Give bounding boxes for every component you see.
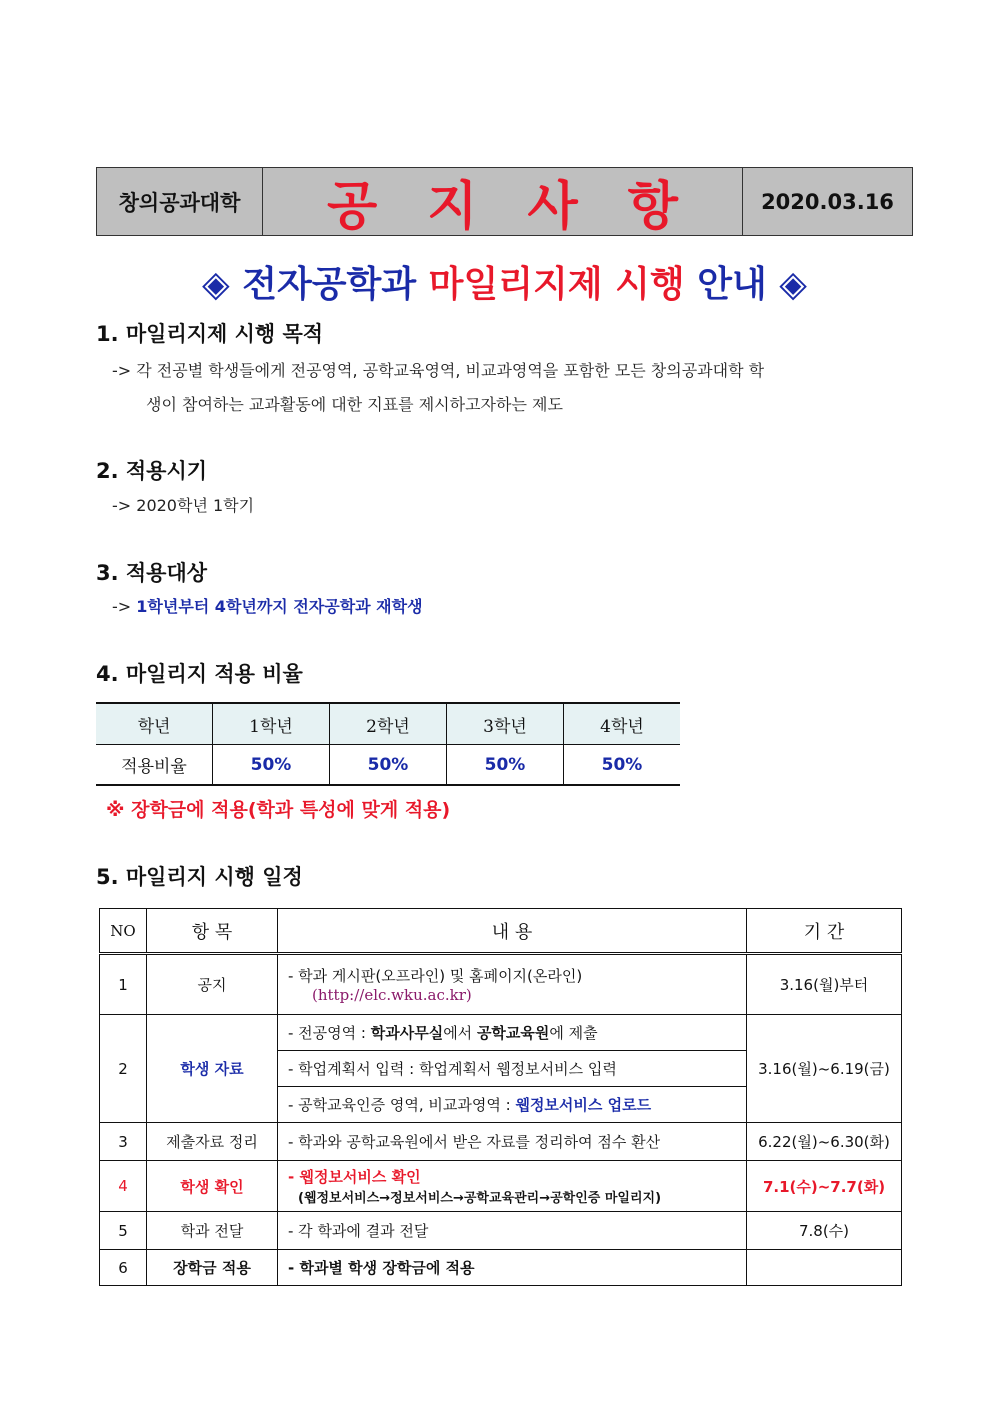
row-period: 6.22(월)~6.30(화) [747, 1123, 902, 1161]
table-row [96, 703, 680, 745]
table-row [100, 909, 902, 954]
section-3-heading: 3. 적용대상 [96, 561, 208, 585]
desc-line: - 웹정보서비스 확인 [288, 1168, 421, 1186]
col-header-no: NO [100, 909, 147, 954]
row-desc: - 각 학과에 결과 전달 [278, 1212, 747, 1250]
ratio-value: 50% [330, 745, 447, 786]
section-2-body: -> 2020학년 1학기 [112, 496, 255, 515]
table-row [100, 954, 902, 1015]
ratio-value: 50% [447, 745, 564, 786]
notice-date: 2020.03.16 [761, 189, 894, 214]
col-header-content: 내 용 [278, 909, 747, 954]
row-desc [278, 1015, 747, 1051]
diamond-icon: ◈ [202, 264, 230, 305]
main-title [96, 256, 913, 307]
title-guide: 안내 [697, 264, 767, 305]
row-desc: - 학과와 공학교육원에서 받은 자료를 정리하여 점수 환산 [278, 1123, 747, 1161]
table-row [100, 1123, 902, 1161]
arrow-text: -> [112, 597, 132, 616]
desc-text: - 전공영역 : [288, 1024, 371, 1042]
title-department: 전자공학과 [242, 264, 417, 305]
notice-title: 공지사항 [263, 168, 743, 235]
ratio-row-label: 적용비율 [96, 745, 213, 786]
row-period: 3.16(월)~6.19(금) [747, 1015, 902, 1123]
col-header-item: 항 목 [147, 909, 278, 954]
col-header-period: 기 간 [747, 909, 902, 954]
target-students: 1학년부터 4학년까지 전자공학과 재학생 [136, 597, 423, 616]
desc-text: 공학교육원 [476, 1024, 550, 1042]
row-item: 학생 확인 [147, 1161, 278, 1212]
menu-path: (웹정보서비스→정보서비스→공학교육관리→공학인증 마일리지) [298, 1191, 662, 1206]
row-no: 2 [100, 1015, 147, 1123]
notice-header [96, 167, 913, 236]
ratio-value: 50% [213, 745, 330, 786]
row-period: 7.8(수) [747, 1212, 902, 1250]
row-period [747, 1250, 902, 1286]
schedule-table [99, 908, 902, 1286]
college-name: 창의공과대학 [97, 168, 263, 235]
desc-text: 에 제출 [549, 1024, 598, 1042]
homepage-url: (http://elc.wku.ac.kr) [312, 986, 472, 1004]
row-desc [278, 1087, 747, 1123]
table-row [96, 745, 680, 786]
row-item: 학과 전달 [147, 1212, 278, 1250]
row-item: 제출자료 정리 [147, 1123, 278, 1161]
desc-line: - 학과 게시판(오프라인) 및 홈페이지(온라인) [288, 967, 583, 985]
table-row [100, 1161, 902, 1212]
row-desc [278, 1161, 747, 1212]
desc-text: 웹정보서비스 업로드 [515, 1096, 652, 1114]
ratio-header-cell: 1학년 [213, 703, 330, 745]
section-1-line-1: -> 각 전공별 학생들에게 전공영역, 공학교육영역, 비교과영역을 포함한 모든 창의공과대학 학 [112, 361, 765, 380]
desc-text: - 공학교육인증 영역, 비교과영역 : [288, 1096, 516, 1114]
row-period: 7.1(수)~7.7(화) [747, 1161, 902, 1212]
title-mileage: 마일리지제 시행 [428, 264, 685, 305]
table-row [100, 1015, 902, 1051]
row-period: 3.16(월)부터 [747, 954, 902, 1015]
ratio-header-cell: 4학년 [564, 703, 681, 745]
scholarship-note: ※ 장학금에 적용(학과 특성에 맞게 적용) [106, 799, 451, 821]
section-5-heading: 5. 마일리지 시행 일정 [96, 865, 303, 889]
section-3-body [112, 590, 423, 624]
ratio-value: 50% [564, 745, 681, 786]
row-no: 4 [100, 1161, 147, 1212]
row-item: 학생 자료 [147, 1015, 278, 1123]
row-item: 장학금 적용 [147, 1250, 278, 1286]
row-no: 6 [100, 1250, 147, 1286]
row-no: 3 [100, 1123, 147, 1161]
row-no: 5 [100, 1212, 147, 1250]
desc-text: 에서 [443, 1024, 477, 1042]
row-desc: - 학과별 학생 장학금에 적용 [278, 1250, 747, 1286]
desc-text: 학과사무실 [370, 1024, 444, 1042]
ratio-header-cell: 2학년 [330, 703, 447, 745]
section-1-line-2: 생이 참여하는 교과활동에 대한 지표를 제시하고자하는 제도 [146, 395, 563, 414]
row-desc [278, 954, 747, 1015]
section-1-heading: 1. 마일리지제 시행 목적 [96, 322, 324, 346]
section-2-heading: 2. 적용시기 [96, 459, 208, 483]
table-row [100, 1250, 902, 1286]
section-4-heading: 4. 마일리지 적용 비율 [96, 662, 303, 686]
ratio-header-cell: 3학년 [447, 703, 564, 745]
row-no: 1 [100, 954, 147, 1015]
ratio-header-cell: 학년 [96, 703, 213, 745]
ratio-table [96, 702, 680, 786]
diamond-icon: ◈ [779, 264, 807, 305]
row-item: 공지 [147, 954, 278, 1015]
table-row [100, 1212, 902, 1250]
row-desc: - 학업계획서 입력 : 학업계획서 웹정보서비스 입력 [278, 1051, 747, 1087]
